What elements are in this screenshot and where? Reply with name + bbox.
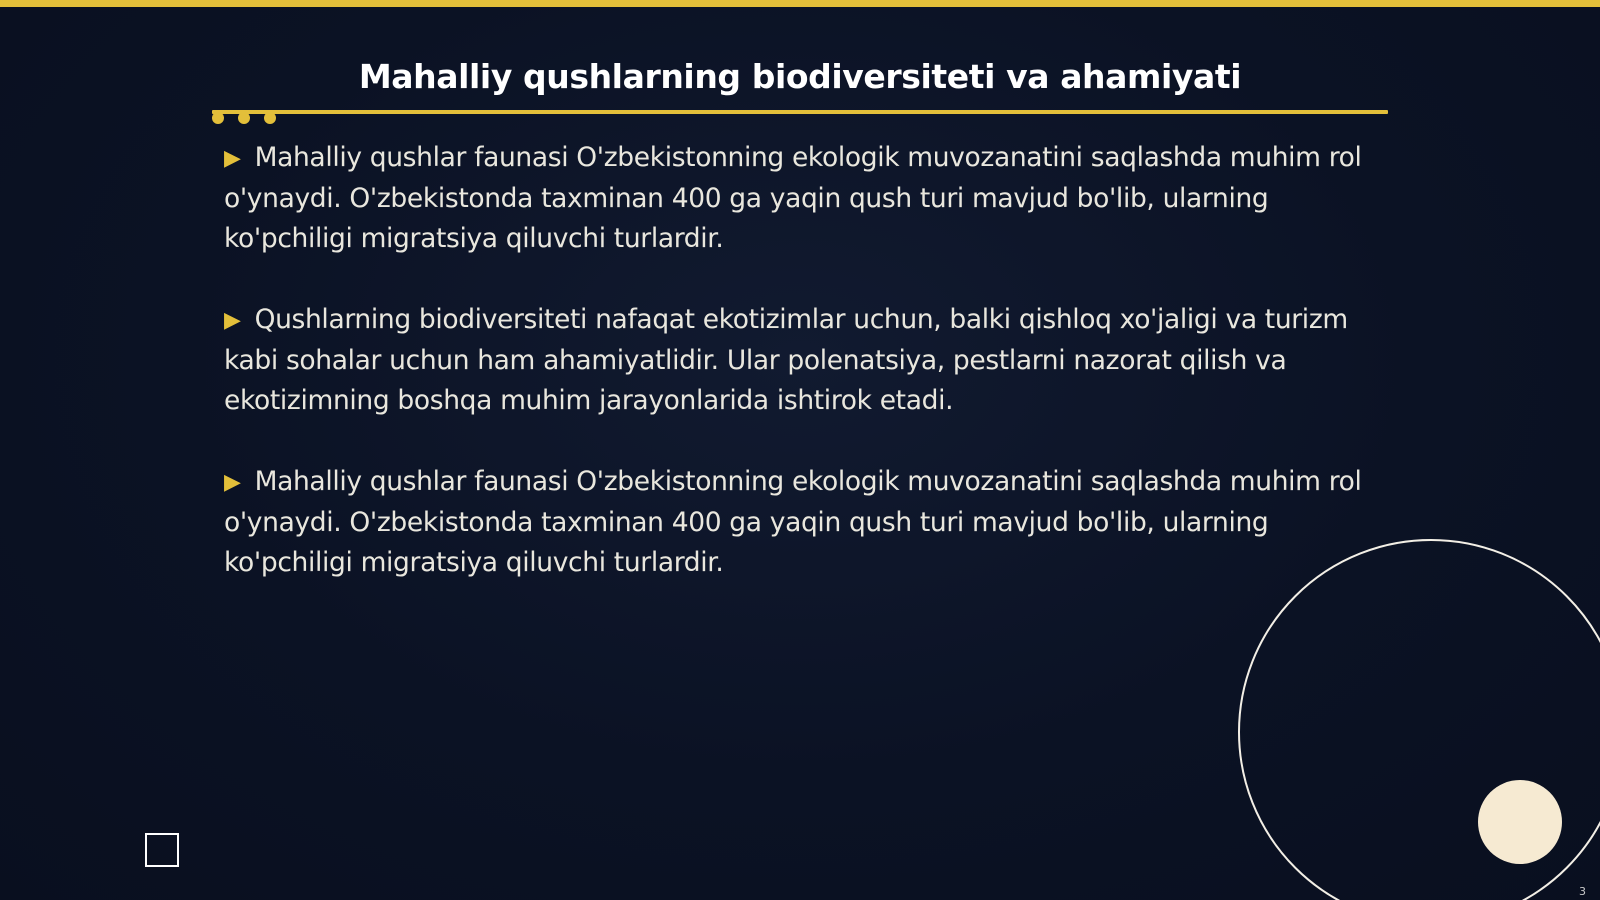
bullet-item-2	[224, 300, 1374, 421]
slide-title: Mahalliy qushlarning biodiversiteti va ahamiyati	[358, 57, 1242, 96]
bullet-item-1	[224, 138, 1374, 259]
bullet-list	[224, 138, 1374, 624]
underline-dot-2	[238, 112, 250, 124]
bullet-item-3	[224, 462, 1374, 583]
page-number: 3	[1579, 885, 1586, 898]
decorative-square	[145, 833, 179, 867]
bullet-text-2: Qushlarning biodiversiteti nafaqat ekotizimlar uchun, balki qishloq xo'jaligi va turizm kabi sohalar uchun ham ahamiyatlidir. Ular polenatsiya, pestlarni nazorat qilish va ekotizimning boshqa muhim jarayonlarida ishtirok etadi.	[224, 304, 1348, 416]
bullet-arrow-icon: ▶	[224, 146, 241, 171]
bullet-arrow-icon: ▶	[224, 470, 241, 495]
decorative-filled-circle	[1478, 780, 1562, 864]
bullet-text-3: Mahalliy qushlar faunasi O'zbekistonning ekologik muvozanatini saqlashda muhim rol o'ynaydi. O'zbekistonda taxminan 400 ga yaqin qush turi mavjud bo'lib, ularning ko'pchiligi migratsiya qiluvchi turlardir.	[224, 466, 1362, 578]
underline-dot-1	[212, 112, 224, 124]
title-underline	[212, 110, 1388, 114]
bullet-arrow-icon: ▶	[224, 308, 241, 333]
underline-dot-3	[264, 112, 276, 124]
top-accent-bar	[0, 0, 1600, 7]
bullet-text-1: Mahalliy qushlar faunasi O'zbekistonning ekologik muvozanatini saqlashda muhim rol o'ynaydi. O'zbekistonda taxminan 400 ga yaqin qush turi mavjud bo'lib, ularning ko'pchiligi migratsiya qiluvchi turlardir.	[224, 142, 1362, 254]
